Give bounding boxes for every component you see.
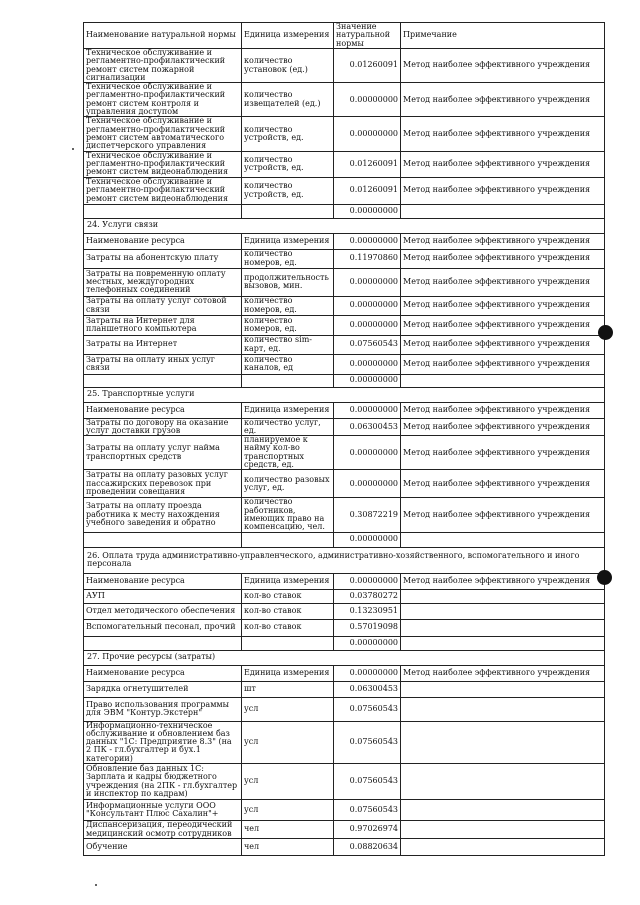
value-cell: 0.07560543 <box>334 721 401 763</box>
table-row <box>84 619 605 636</box>
resource-name-cell: Наименование ресурса <box>84 665 242 681</box>
note-cell: Метод наиболее эффективного учреждения <box>401 315 605 335</box>
unit-cell: усл <box>242 721 334 763</box>
value-cell: 0.57019098 <box>334 619 401 636</box>
resource-name-cell: Затраты на оплату иных услуг связи <box>84 354 242 374</box>
resource-name-cell: Информационные услуги ООО "Консультант Плюс Сахалин"+ <box>84 800 242 821</box>
section-title: 27. Прочие ресурсы (затраты) <box>84 650 605 665</box>
resource-name-cell: Наименование ресурса <box>84 402 242 418</box>
unit-cell: количество извещателей (ед.) <box>242 83 334 117</box>
value-cell: 0.06300453 <box>334 681 401 697</box>
table-row <box>84 418 605 436</box>
unit-cell: усл <box>242 697 334 721</box>
resource-name-cell <box>84 636 242 650</box>
note-cell: Метод наиболее эффективного учреждения <box>401 665 605 681</box>
table-row <box>84 821 605 839</box>
value-cell: 0.00000000 <box>334 354 401 374</box>
table-row <box>84 233 605 249</box>
scan-mark <box>597 570 612 585</box>
table-row <box>84 603 605 619</box>
unit-cell: количество каналов, ед <box>242 354 334 374</box>
section-title-row <box>84 650 605 665</box>
value-cell: 0.00000000 <box>334 204 401 218</box>
value-cell: 0.13230951 <box>334 603 401 619</box>
value-cell: 0.30872219 <box>334 498 401 532</box>
unit-cell: количество устройств, ед. <box>242 151 334 177</box>
resource-name-cell: Техническое обслуживание и регламентно-профилактический ремонт систем автоматического диспетчерского управления <box>84 117 242 151</box>
resource-name-cell: Затраты на оплату проезда работника к месту нахождения учебного заведения и обратно <box>84 498 242 532</box>
note-cell: Метод наиболее эффективного учреждения <box>401 249 605 268</box>
value-cell: 0.97026974 <box>334 821 401 839</box>
resource-name-cell: Затраты на повременную оплату местных, междугородних телефонных соединений <box>84 268 242 296</box>
table-header-row <box>84 23 605 49</box>
note-cell: Метод наиболее эффективного учреждения <box>401 49 605 83</box>
resource-name-cell: Наименование ресурса <box>84 573 242 589</box>
table-row <box>84 573 605 589</box>
table-row <box>84 204 605 218</box>
unit-cell <box>242 374 334 387</box>
note-cell: Метод наиболее эффективного учреждения <box>401 573 605 589</box>
unit-cell: кол-во ставок <box>242 603 334 619</box>
value-cell: 0.07560543 <box>334 800 401 821</box>
value-cell: 0.00000000 <box>334 83 401 117</box>
resource-name-cell: Вспомогательный песонал, прочий <box>84 619 242 636</box>
value-cell: 0.00000000 <box>334 470 401 498</box>
note-cell: Метод наиболее эффективного учреждения <box>401 151 605 177</box>
unit-cell <box>242 532 334 547</box>
table-row <box>84 335 605 354</box>
resource-name-cell: Диспансеризация, переодический медицинский осмотр сотрудников <box>84 821 242 839</box>
table-row <box>84 83 605 117</box>
note-cell <box>401 697 605 721</box>
value-cell: 0.00000000 <box>334 402 401 418</box>
unit-cell: Единица измерения <box>242 402 334 418</box>
table-row <box>84 117 605 151</box>
table-row <box>84 721 605 763</box>
table-row <box>84 315 605 335</box>
table-row <box>84 151 605 177</box>
note-cell: Метод наиболее эффективного учреждения <box>401 418 605 436</box>
resource-name-cell <box>84 532 242 547</box>
note-cell: Метод наиболее эффективного учреждения <box>401 83 605 117</box>
section-title: 25. Транспортные услуги <box>84 387 605 402</box>
note-cell <box>401 839 605 856</box>
resource-name-cell: Затраты на Интернет <box>84 335 242 354</box>
table-row <box>84 764 605 800</box>
unit-cell: количество услуг, ед. <box>242 418 334 436</box>
resource-name-cell: Обновление баз данных 1С: Зарплата и кадры бюджетного учреждения (на 2ПК - гл.бухгалтер и инспектор по кадрам) <box>84 764 242 800</box>
section-title: 24. Услуги связи <box>84 218 605 233</box>
unit-cell: чел <box>242 839 334 856</box>
resource-name-cell: Информационно-техническое обслуживание и обновлением баз данных "1С: Предприятие 8.3" (на 2 ПК - гл.бухгалтер и бух.1 категории) <box>84 721 242 763</box>
note-cell <box>401 800 605 821</box>
section-title-row <box>84 387 605 402</box>
norms-table <box>83 22 605 856</box>
value-cell: 0.08820634 <box>334 839 401 856</box>
resource-name-cell: АУП <box>84 589 242 603</box>
value-cell: 0.00000000 <box>334 296 401 315</box>
unit-cell: планируемое к найму кол-во транспортных средств, ед. <box>242 436 334 470</box>
table-row <box>84 498 605 532</box>
note-cell: Метод наиболее эффективного учреждения <box>401 335 605 354</box>
section-title-row <box>84 547 605 573</box>
note-cell <box>401 681 605 697</box>
table-row <box>84 532 605 547</box>
table-row <box>84 697 605 721</box>
value-cell: 0.00000000 <box>334 117 401 151</box>
scan-speck <box>95 884 97 886</box>
resource-name-cell: Затраты на оплату услуг сотовой связи <box>84 296 242 315</box>
value-cell: 0.11970860 <box>334 249 401 268</box>
note-cell: Метод наиболее эффективного учреждения <box>401 177 605 204</box>
resource-name-cell: Техническое обслуживание и регламентно-профилактический ремонт систем видеонаблюдения <box>84 177 242 204</box>
resource-name-cell <box>84 374 242 387</box>
note-cell <box>401 821 605 839</box>
note-cell: Метод наиболее эффективного учреждения <box>401 354 605 374</box>
value-cell: 0.00000000 <box>334 665 401 681</box>
value-cell: 0.00000000 <box>334 636 401 650</box>
value-cell: 0.01260091 <box>334 177 401 204</box>
note-cell: Метод наиболее эффективного учреждения <box>401 268 605 296</box>
value-cell: 0.01260091 <box>334 49 401 83</box>
table-row <box>84 665 605 681</box>
note-cell: Метод наиболее эффективного учреждения <box>401 117 605 151</box>
table-row <box>84 249 605 268</box>
resource-name-cell: Затраты на оплату разовых услуг пассажирских перевозок при проведении совещания <box>84 470 242 498</box>
resource-name-cell: Отдел методического обеспечения <box>84 603 242 619</box>
value-cell: 0.00000000 <box>334 268 401 296</box>
table-row <box>84 636 605 650</box>
resource-name-cell: Право использования программы для ЭВМ "Контур.Экстерн" <box>84 697 242 721</box>
unit-cell: усл <box>242 800 334 821</box>
unit-cell: кол-во ставок <box>242 619 334 636</box>
resource-name-cell: Обучение <box>84 839 242 856</box>
resource-name-cell <box>84 204 242 218</box>
note-cell <box>401 374 605 387</box>
value-cell: 0.01260091 <box>334 151 401 177</box>
value-cell: 0.07560543 <box>334 335 401 354</box>
note-cell <box>401 204 605 218</box>
resource-name-cell: Наименование ресурса <box>84 233 242 249</box>
resource-name-cell: Зарядка огнетушителей <box>84 681 242 697</box>
scan-mark <box>598 325 613 340</box>
value-cell: 0.00000000 <box>334 573 401 589</box>
unit-cell: усл <box>242 764 334 800</box>
note-cell <box>401 764 605 800</box>
resource-name-cell: Техническое обслуживание и регламентно-профилактический ремонт систем контроля и управления доступом <box>84 83 242 117</box>
resource-name-cell: Затраты на абонентскую плату <box>84 249 242 268</box>
unit-cell: количество устройств, ед. <box>242 177 334 204</box>
norms-document <box>83 22 604 856</box>
value-cell: 0.03780272 <box>334 589 401 603</box>
resource-name-cell: Затраты на оплату услуг найма транспортных средств <box>84 436 242 470</box>
unit-cell: количество номеров, ед. <box>242 296 334 315</box>
resource-name-cell: Затраты на Интернет для планшетного компьютера <box>84 315 242 335</box>
scan-speck <box>72 148 74 150</box>
header-unit: Единица измерения <box>242 23 334 49</box>
unit-cell: шт <box>242 681 334 697</box>
unit-cell <box>242 204 334 218</box>
unit-cell: количество работников, имеющих право на компенсацию, чел. <box>242 498 334 532</box>
unit-cell: Единица измерения <box>242 665 334 681</box>
table-row <box>84 436 605 470</box>
unit-cell: количество устройств, ед. <box>242 117 334 151</box>
note-cell <box>401 721 605 763</box>
section-title-row <box>84 218 605 233</box>
resource-name-cell: Техническое обслуживание и регламентно-профилактический ремонт систем видеонаблюдения <box>84 151 242 177</box>
unit-cell: количество разовых услуг, ед. <box>242 470 334 498</box>
header-note: Примечание <box>401 23 605 49</box>
section-title: 26. Оплата труда административно-управленческого, административно-хозяйственного, вспомогательного и иного персонала <box>84 547 605 573</box>
value-cell: 0.00000000 <box>334 233 401 249</box>
resource-name-cell: Техническое обслуживание и регламентно-профилактический ремонт систем пожарной сигнализации <box>84 49 242 83</box>
table-row <box>84 49 605 83</box>
table-row <box>84 296 605 315</box>
note-cell: Метод наиболее эффективного учреждения <box>401 296 605 315</box>
table-row <box>84 402 605 418</box>
table-row <box>84 470 605 498</box>
unit-cell: количество номеров, ед. <box>242 315 334 335</box>
value-cell: 0.00000000 <box>334 532 401 547</box>
note-cell <box>401 636 605 650</box>
table-row <box>84 268 605 296</box>
table-row <box>84 839 605 856</box>
value-cell: 0.07560543 <box>334 764 401 800</box>
table-row <box>84 589 605 603</box>
note-cell <box>401 603 605 619</box>
note-cell: Метод наиболее эффективного учреждения <box>401 402 605 418</box>
value-cell: 0.00000000 <box>334 315 401 335</box>
table-row <box>84 800 605 821</box>
unit-cell: кол-во ставок <box>242 589 334 603</box>
unit-cell <box>242 636 334 650</box>
table-row <box>84 374 605 387</box>
note-cell: Метод наиболее эффективного учреждения <box>401 233 605 249</box>
table-row <box>84 681 605 697</box>
note-cell: Метод наиболее эффективного учреждения <box>401 498 605 532</box>
header-value: Значение натуральной нормы <box>334 23 401 49</box>
note-cell <box>401 532 605 547</box>
table-row <box>84 177 605 204</box>
note-cell <box>401 619 605 636</box>
unit-cell: количество номеров, ед. <box>242 249 334 268</box>
header-name: Наименование натуральной нормы <box>84 23 242 49</box>
note-cell: Метод наиболее эффективного учреждения <box>401 470 605 498</box>
value-cell: 0.00000000 <box>334 374 401 387</box>
value-cell: 0.00000000 <box>334 436 401 470</box>
note-cell <box>401 589 605 603</box>
note-cell: Метод наиболее эффективного учреждения <box>401 436 605 470</box>
value-cell: 0.07560543 <box>334 697 401 721</box>
unit-cell: продолжительность вызовов, мин. <box>242 268 334 296</box>
unit-cell: количество sim-карт, ед. <box>242 335 334 354</box>
unit-cell: чел <box>242 821 334 839</box>
resource-name-cell: Затраты по договору на оказание услуг доставки грузов <box>84 418 242 436</box>
table-row <box>84 354 605 374</box>
value-cell: 0.06300453 <box>334 418 401 436</box>
unit-cell: Единица измерения <box>242 233 334 249</box>
unit-cell: количество установок (ед.) <box>242 49 334 83</box>
unit-cell: Единица измерения <box>242 573 334 589</box>
